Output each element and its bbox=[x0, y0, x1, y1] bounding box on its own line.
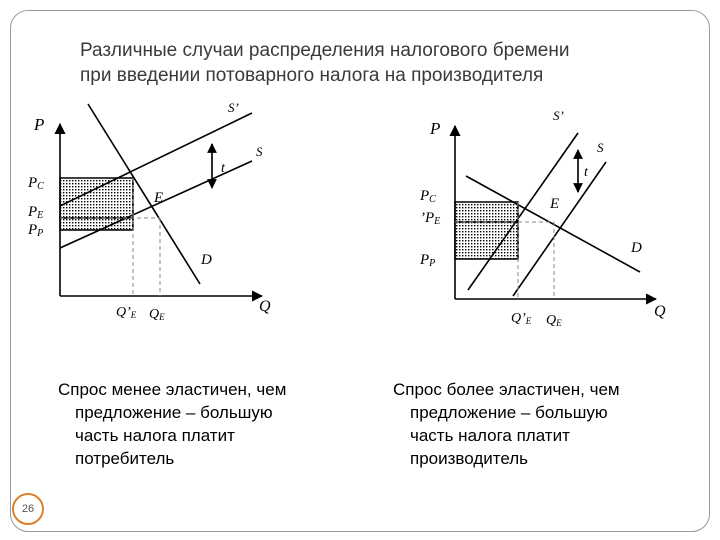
left-tax-burden-consumer-area bbox=[60, 178, 133, 218]
left-tax-label: t bbox=[221, 161, 225, 176]
caption-right-line: часть налога платит bbox=[410, 426, 570, 445]
right-price-consumer-label: PC bbox=[420, 188, 436, 205]
left-equilibrium-label: E bbox=[154, 190, 164, 206]
caption-left bbox=[58, 378, 286, 470]
right-quantity-equilibrium-label: QE bbox=[546, 313, 562, 328]
caption-left-line: потребитель bbox=[75, 449, 175, 468]
right-graph bbox=[419, 108, 666, 328]
left-quantity-equilibrium-label: QE bbox=[149, 307, 165, 322]
right-supply-label: S bbox=[597, 140, 604, 155]
left-y-axis-label: P bbox=[34, 115, 45, 134]
left-price-equilibrium-label: PE bbox=[28, 204, 44, 221]
right-equilibrium-label: E bbox=[550, 196, 560, 212]
caption-left-line: часть налога платит bbox=[75, 426, 235, 445]
left-price-consumer-label: PC bbox=[28, 175, 44, 192]
right-tax-label: t bbox=[584, 165, 588, 180]
right-price-equilibrium-label: ’PE bbox=[420, 210, 441, 227]
left-quantity-after-label: Q’E bbox=[116, 305, 137, 320]
right-demand-label: D bbox=[631, 240, 642, 256]
right-quantity-after-label: Q’E bbox=[511, 311, 532, 326]
right-supply-line bbox=[513, 162, 606, 296]
caption-right-line: производитель bbox=[410, 449, 529, 468]
left-graph bbox=[27, 100, 271, 322]
left-supply-shifted-label: S’ bbox=[228, 100, 239, 115]
left-supply-label: S bbox=[256, 144, 263, 159]
caption-right bbox=[393, 378, 620, 470]
caption-left-line: Спрос менее эластичен, чем bbox=[58, 380, 287, 399]
left-demand-label: D bbox=[201, 252, 212, 268]
title-line-2: при введении потоварного налога на производителя bbox=[80, 65, 544, 86]
caption-right-line: Спрос более эластичен, чем bbox=[393, 380, 620, 399]
right-tax-burden-producer-area bbox=[455, 222, 518, 259]
right-x-axis-label: Q bbox=[654, 303, 666, 320]
right-tax-burden-consumer-area bbox=[455, 202, 518, 222]
right-supply-shifted-label: S’ bbox=[553, 108, 564, 123]
right-price-producer-label: PP bbox=[420, 252, 436, 269]
right-y-axis-label: P bbox=[430, 119, 441, 138]
slide-number: 26 bbox=[12, 493, 44, 525]
caption-left-line: предложение – большую bbox=[75, 403, 273, 422]
left-x-axis-label: Q bbox=[259, 298, 271, 315]
caption-right-line: предложение – большую bbox=[410, 403, 608, 422]
left-price-producer-label: PP bbox=[28, 222, 44, 239]
title-line-1: Различные случаи распределения налогового бремени bbox=[80, 40, 570, 61]
